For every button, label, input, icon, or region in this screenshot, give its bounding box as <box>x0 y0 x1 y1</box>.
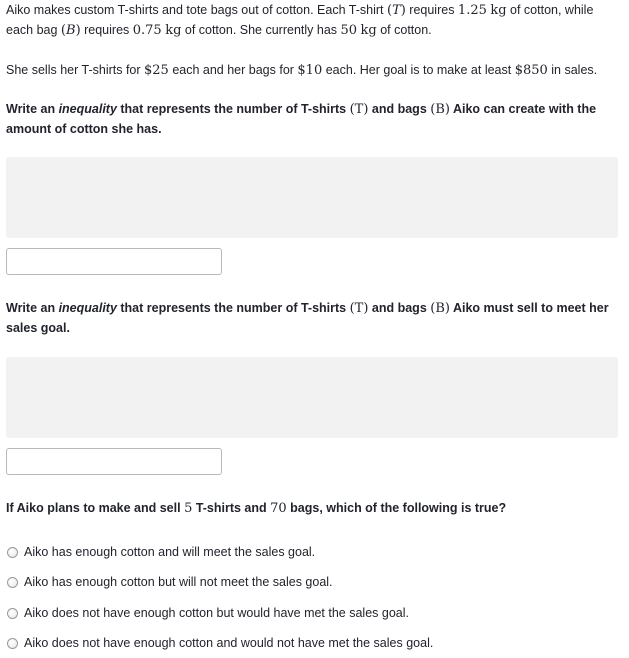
answer-choice-2[interactable] <box>7 573 333 591</box>
radio-button[interactable] <box>7 608 18 619</box>
answer-choice-3[interactable] <box>7 604 409 622</box>
question-1-answer-input[interactable] <box>6 248 222 275</box>
answer-choice-label[interactable]: Aiko has enough cotton and will meet the sales goal. <box>24 545 316 559</box>
question-2-answer-input[interactable] <box>6 448 222 475</box>
question-2-work-area <box>6 357 618 438</box>
answer-choice-4[interactable] <box>7 634 433 652</box>
answer-choice-label[interactable]: Aiko has enough cotton but will not meet the sales goal. <box>24 575 333 589</box>
radio-button[interactable] <box>7 547 18 558</box>
tee-price: $25 <box>144 63 169 78</box>
total-cotton-amount: 50 <box>340 22 358 38</box>
tee-cotton-amount: 1.25 <box>457 3 487 18</box>
radio-button[interactable] <box>7 638 18 649</box>
sales-goal: $850 <box>514 63 548 78</box>
answer-choice-label[interactable]: Aiko does not have enough cotton but would have met the sales goal. <box>24 606 409 620</box>
bag-price: $10 <box>297 63 323 78</box>
question-2-prompt: Write an inequality that represents the number of T-shirts (T) and bags (B) Aiko must sell to meet her sales goal. <box>6 301 609 335</box>
bag-cotton-amount: 0.75 <box>132 22 162 38</box>
question-1-prompt: Write an inequality that represents the number of T-shirts (T) and bags (B) Aiko can create with the amount of cotton she has. <box>6 102 597 136</box>
intro-paragraph-cotton: Aiko makes custom T-shirts and tote bags out of cotton. Each T-shirt (T) requires 1.25 kg of cotton, while each bag (B) requires 0.75 kg of cotton. She currently has 50 kg of cotton. <box>6 3 594 38</box>
question-3-prompt: If Aiko plans to make and sell 5 T-shirts and 70 bags, which of the following is true? <box>6 501 507 516</box>
answer-choice-1[interactable] <box>7 543 315 561</box>
radio-button[interactable] <box>7 577 18 588</box>
answer-choice-label[interactable]: Aiko does not have enough cotton and would not have met the sales goal. <box>24 636 434 650</box>
intro-paragraph-sales: She sells her T-shirts for $25 each and her bags for $10 each. Her goal is to make at least $850 in sales. <box>6 63 598 78</box>
question-1-work-area <box>6 157 618 238</box>
